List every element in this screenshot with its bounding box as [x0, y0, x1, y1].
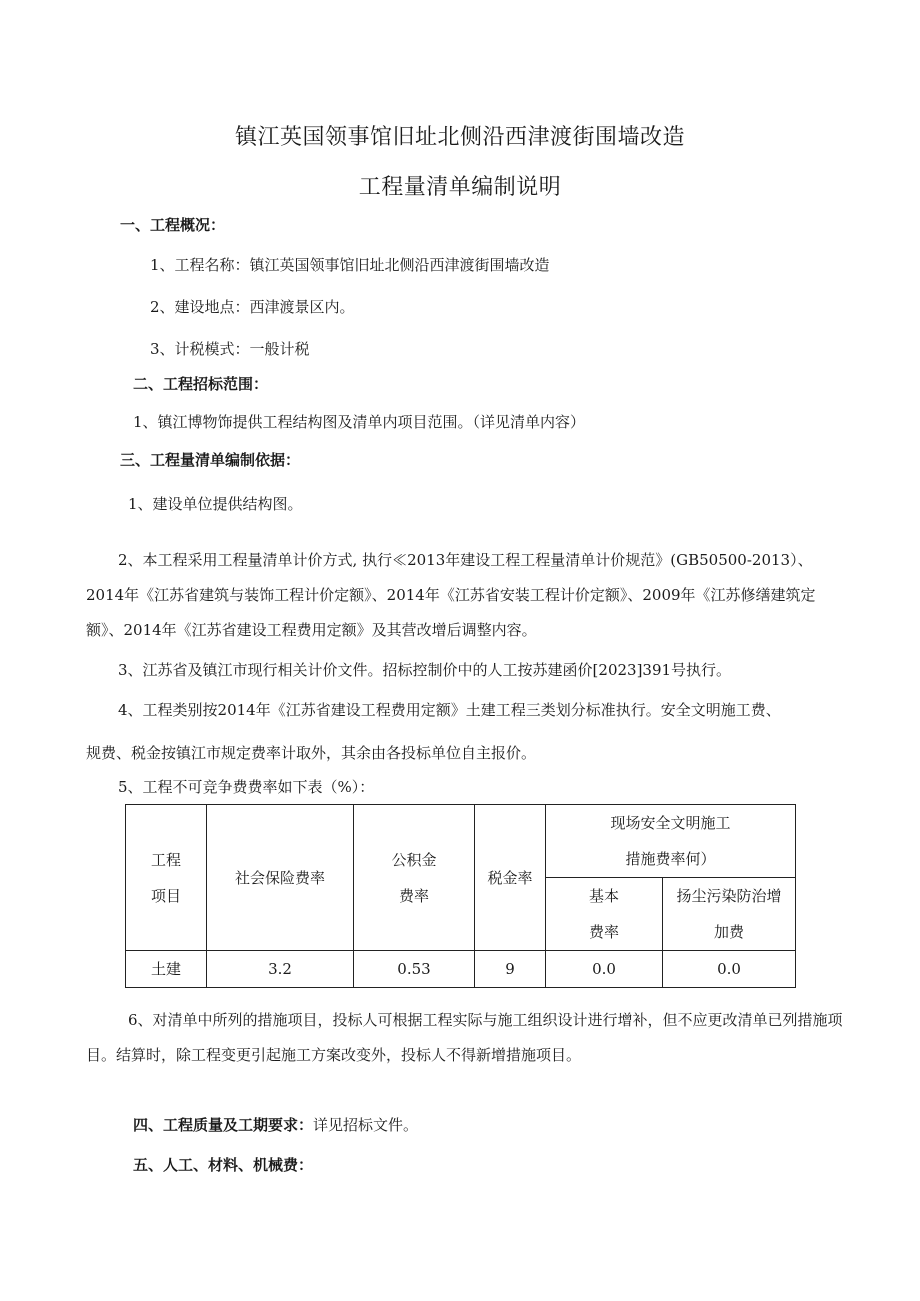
section-3-item-1: 1、建设单位提供结构图。 — [128, 495, 303, 513]
header-base-rate: 基本 费率 — [546, 878, 663, 951]
cell-project: 土建 — [126, 951, 207, 988]
header-social-insurance: 社会保险费率 — [207, 805, 354, 951]
doc-title-line2: 工程量清单编制说明 — [358, 175, 562, 200]
section-1-item-1: 1、工程名称：镇江英国领事馆旧址北侧沿西津渡街围墙改造 — [150, 256, 550, 274]
section-4-heading: 四、工程质量及工期要求： — [133, 1116, 314, 1134]
section-1-item-3: 3、计税模式：一般计税 — [150, 340, 310, 358]
header-project: 工程 项目 — [126, 805, 207, 951]
section-3-item-4-line1: 4、工程类别按2014年《江苏省建设工程费用定额》土建工程三类划分标准执行。安全文明施工费、 — [118, 701, 781, 719]
header-housing-fund: 公积金 费率 — [354, 805, 475, 951]
section-3-item-6: 6、对清单中所列的措施项目，投标人可根据工程实际与施工组织设计进行增补，但不应更改清单已列措施项目。结算时，除工程变更引起施工方案改变外，投标人不得新增措施项目。 — [86, 1011, 843, 1064]
header-safety-measures: 现场安全文明施工 措施费率何） — [546, 805, 796, 878]
cell-social: 3.2 — [207, 951, 354, 988]
section-2-heading: 二、工程招标范围： — [133, 375, 269, 393]
section-4 — [133, 1115, 418, 1135]
section-1-heading: 一、工程概况： — [120, 216, 226, 234]
section-1-item-2: 2、建设地点：西津渡景区内。 — [150, 298, 355, 316]
section-3-heading: 三、工程量清单编制依据： — [120, 451, 301, 469]
section-4-text: 详见招标文件。 — [313, 1116, 419, 1134]
cell-base: 0.0 — [546, 951, 663, 988]
doc-title-line1: 镇江英国领事馆旧址北侧沿西津渡街围墙改造 — [234, 125, 685, 150]
section-3-item-2: 2、本工程采用工程量清单计价方式, 执行≪2013年建设工程工程量清单计价规范》(GB50500-2013）、2014年《江苏省建筑与装饰工程计价定额》、2014年《江苏省安装工程计价定额》、2009年《江苏修缮建筑定额》、2014年《江苏省建设工程费用定额》及其营改增后调整内容。 — [86, 551, 816, 639]
section-2-item-1: 1、镇江博物饰提供工程结构图及清单内项目范围。（详见清单内容） — [133, 413, 586, 431]
header-dust-control: 扬尘污染防治增 加费 — [663, 878, 796, 951]
section-5-heading: 五、人工、材料、机械费： — [133, 1156, 314, 1174]
section-3-item-5: 5、工程不可竞争费费率如下表（%）： — [118, 778, 375, 796]
section-3-item-4-line2: 规费、税金按镇江市规定费率计取外，其余由各投标单位自主报价。 — [86, 744, 537, 762]
cell-fund: 0.53 — [354, 951, 475, 988]
fee-rate-table — [125, 804, 796, 988]
cell-dust: 0.0 — [663, 951, 796, 988]
table-row — [126, 951, 796, 988]
header-tax-rate: 税金率 — [475, 805, 546, 951]
cell-tax: 9 — [475, 951, 546, 988]
section-3-item-3: 3、江苏省及镇江市现行相关计价文件。招标控制价中的人工按苏建函价[2023]391号执行。 — [118, 661, 732, 679]
